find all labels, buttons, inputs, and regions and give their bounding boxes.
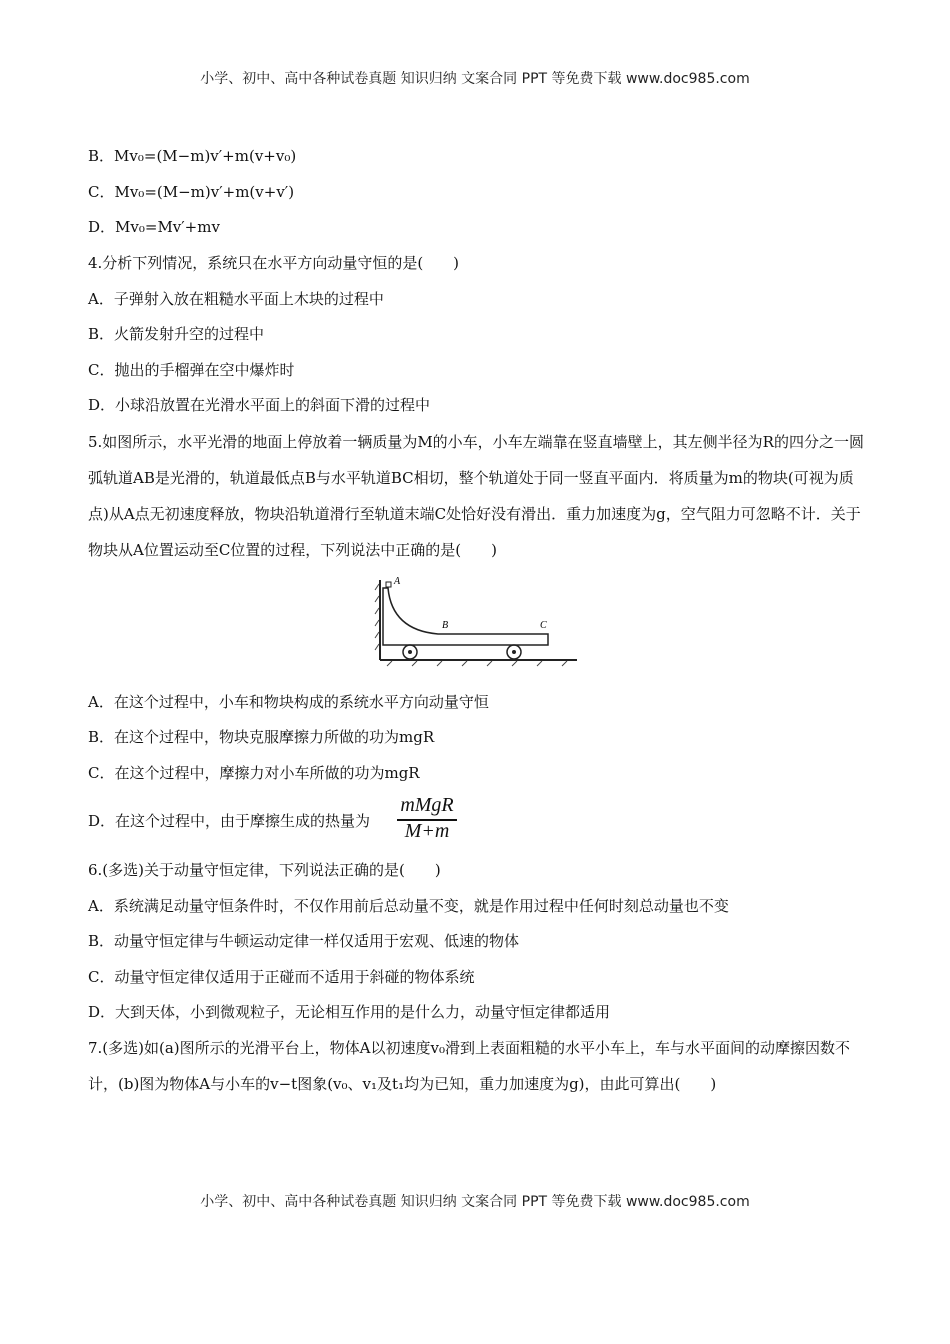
q6-option-d: D．大到天体，小到微观粒子，无论相互作用的是什么力，动量守恒定律都适用 [88, 1003, 611, 1021]
q4-option-c: C．抛出的手榴弹在空中爆炸时 [88, 361, 295, 379]
q5-figure [372, 572, 582, 667]
q3-option-b: B．Mv₀=(M−m)v′+m(v+v₀) [88, 147, 297, 165]
q5-option-a: A．在这个过程中，小车和物块构成的系统水平方向动量守恒 [88, 693, 489, 711]
label-b: B [442, 620, 449, 631]
q3-option-d: D．Mv₀=Mv′+mv [88, 218, 220, 236]
q4-option-b: B．火箭发射升空的过程中 [88, 325, 265, 343]
page-footer: 小学、初中、高中各种试卷真题 知识归纳 文案合同 PPT 等免费下载 www.doc985.com [200, 1194, 750, 1210]
cart-body [383, 588, 548, 645]
q4-option-d: D．小球沿放置在光滑水平面上的斜面下滑的过程中 [88, 396, 431, 414]
label-a: A [394, 576, 401, 587]
ground-hatch [387, 661, 567, 666]
block-a [386, 582, 391, 587]
label-c: C [540, 620, 547, 631]
q7-stem: 7.(多选)如(a)图所示的光滑平台上，物体A以初速度v₀滑到上表面粗糙的水平小车上，车与水平面间的动摩擦因数不计，(b)图为物体A与小车的v−t图象(v₀、v₁及t₁均为已知，重力加速度为g)，由此可算出( ) [88, 1039, 850, 1093]
q6-option-a: A．系统满足动量守恒条件时，不仅作用前后总动量不变，就是作用过程中任何时刻总动量也不变 [88, 897, 729, 915]
q5-option-d: D．在这个过程中，由于摩擦生成的热量为 [88, 812, 371, 830]
q5-option-c: C．在这个过程中，摩擦力对小车所做的功为mgR [88, 764, 420, 782]
q6-option-c: C．动量守恒定律仅适用于正碰而不适用于斜碰的物体系统 [88, 968, 475, 986]
q5-stem: 5.如图所示，水平光滑的地面上停放着一辆质量为M的小车，小车左端靠在竖直墙壁上，其左侧半径为R的四分之一圆弧轨道AB是光滑的，轨道最低点B与水平轨道BC相切，整个轨道处于同一竖直平面内．将质量为m的物块(可视为质点)从A点无初速度释放，物块沿轨道滑行至轨道末端C处恰好没有滑出．重力加速度为g，空气阻力可忽略不计．关于物块从A位置运动至C位置的过程，下列说法中正确的是( ) [88, 433, 864, 559]
q6-option-b: B．动量守恒定律与牛顿运动定律一样仅适用于宏观、低速的物体 [88, 932, 520, 950]
q4-stem: 4.分析下列情况，系统只在水平方向动量守恒的是( ) [88, 254, 460, 272]
wall-hatch [375, 584, 379, 650]
page-header: 小学、初中、高中各种试卷真题 知识归纳 文案合同 PPT 等免费下载 www.doc985.com [200, 71, 750, 87]
q3-option-c: C．Mv₀=(M−m)v′+m(v+v′) [88, 183, 295, 201]
q6-stem: 6.(多选)关于动量守恒定律，下列说法正确的是( ) [88, 861, 441, 879]
q5-fraction-numerator: mMgR [400, 794, 454, 816]
q5-option-b: B．在这个过程中，物块克服摩擦力所做的功为mgR [88, 728, 435, 746]
q4-option-a: A．子弹射入放在粗糙水平面上木块的过程中 [88, 290, 384, 308]
q5-fraction-denominator: M+m [404, 820, 450, 842]
